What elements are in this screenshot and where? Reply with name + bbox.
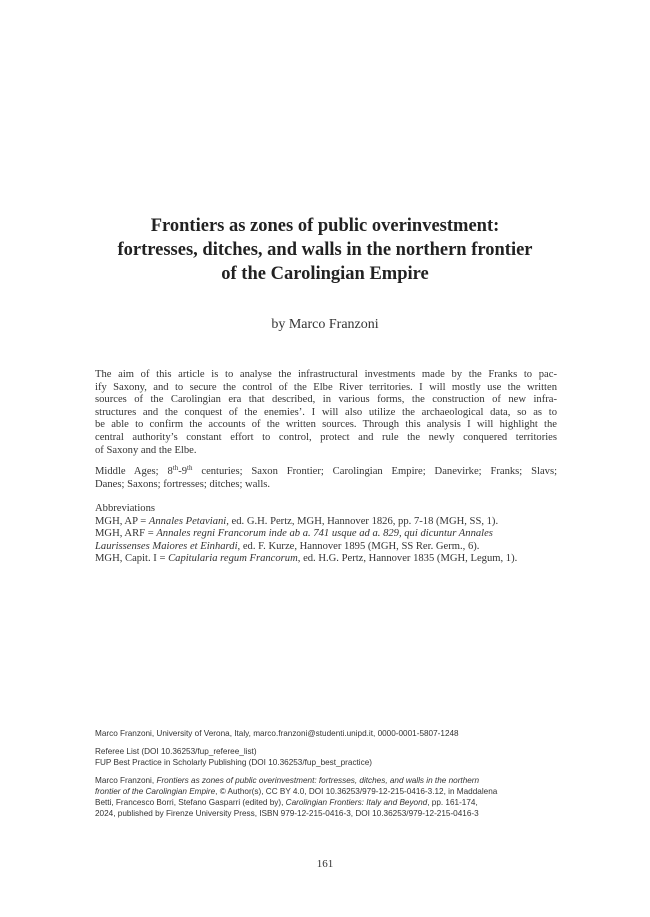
abbr-text: , ed. G.H. Pertz, MGH, Hannover 1826, pp. 7-18 (MGH, SS, 1). [226, 515, 499, 527]
citation-line [95, 797, 565, 808]
citation-italic: Frontiers as zones of public overinvestment: fortresses, ditches, and walls in the northern [156, 776, 480, 785]
keywords-text: centuries; Saxon Frontier; Carolingian Empire; Danevirke; Franks; Slavs; [192, 466, 558, 477]
best-practice: FUP Best Practice in Scholarly Publishing (DOI 10.36253/fup_best_practice) [95, 758, 372, 767]
referee-list: Referee List (DOI 10.36253/fup_referee_list) [95, 747, 257, 756]
abbreviation-line [95, 528, 565, 541]
page-number: 161 [316, 858, 334, 870]
article-footer [95, 728, 565, 826]
citation-text: 2024, published by Firenze University Press, ISBN 979-12-215-0416-3, DOI 10.36253/979-12-215-0416-3 [95, 809, 479, 818]
abbr-text: MGH, AP = [95, 515, 149, 527]
abbreviations [95, 503, 565, 566]
citation-text: , pp. 161-174, [427, 798, 478, 807]
abbr-text: , ed. H.G. Pertz, Hannover 1835 (MGH, Legum, 1). [297, 553, 518, 565]
title-line: Frontiers as zones of public overinvestment: [150, 216, 500, 236]
article-title [60, 214, 590, 286]
abstract-line: sources of the Carolingian era that described, in various forms, the construction of new infra- [95, 394, 557, 406]
footer-citation-block [95, 775, 565, 819]
abstract-line: structures and the conquest of the enemies’. I will also utilize the archaeological data, so as to [95, 406, 557, 418]
abbr-italic: Annales regni Francorum inde ab a. 741 usque ad a. 829, qui dicuntur Annales [156, 528, 493, 540]
abbr-text: , ed. F. Kurze, Hannover 1895 (MGH, SS Rer. Germ., 6). [237, 540, 480, 552]
citation-line [95, 775, 565, 786]
abbr-italic: Laurissenses Maiores et Einhardi [95, 540, 238, 552]
abbreviation-line [95, 516, 565, 529]
keywords-text: Middle Ages; 8 [95, 466, 173, 477]
keywords-line: Danes; Saxons; fortresses; ditches; walls. [95, 478, 271, 490]
footer-affiliation-block [95, 728, 565, 739]
title-line: of the Carolingian Empire [221, 264, 429, 284]
abbreviation-line [95, 541, 565, 554]
abbreviations-heading: Abbreviations [95, 503, 156, 514]
abstract-line: central authority’s constant effort to control, protect and rule the newly conquered territories [95, 431, 557, 443]
abbr-italic: Annales Petaviani [148, 515, 227, 527]
abbreviation-line [95, 553, 565, 566]
citation-line [95, 808, 565, 819]
citation-italic: Carolingian Frontiers: Italy and Beyond [285, 798, 428, 807]
abbr-text: MGH, Capit. I = [95, 553, 169, 565]
abstract [95, 369, 557, 457]
keywords-sup: th [172, 464, 179, 472]
keywords-sup: th [187, 464, 193, 472]
keywords [95, 466, 557, 491]
abbr-italic: Capitularia regum Francorum [168, 553, 298, 565]
keywords-text: -9 [178, 466, 188, 477]
footer-referee-block [95, 746, 565, 768]
keywords-line [95, 466, 557, 479]
abstract-line: be able to confirm the accounts of the written sources. Through this analysis I will highlight the [95, 419, 557, 431]
abstract-line: of Saxony and the Elbe. [95, 444, 197, 456]
abbr-text: MGH, ARF = [95, 528, 157, 540]
author-affiliation: Marco Franzoni, University of Verona, Italy, marco.franzoni@studenti.unipd.it, 0000-0001-5807-1248 [95, 729, 459, 738]
citation-italic: frontier of the Carolingian Empire [95, 787, 216, 796]
title-line: fortresses, ditches, and walls in the northern frontier [117, 240, 533, 260]
abstract-line: The aim of this article is to analyse the infrastructural investments made by the Franks to pac- [95, 369, 557, 380]
abstract-line: ify Saxony, and to secure the control of the Elbe River territories. I will mostly use the written [95, 381, 557, 393]
citation-text: , © Author(s), CC BY 4.0, DOI 10.36253/979-12-215-0416-3.12, in Maddalena [215, 787, 498, 796]
citation-line [95, 786, 565, 797]
citation-text: Betti, Francesco Borri, Stefano Gasparri (edited by), [95, 798, 286, 807]
author-byline: by Marco Franzoni [271, 317, 379, 332]
citation-text: Marco Franzoni, [95, 776, 157, 785]
